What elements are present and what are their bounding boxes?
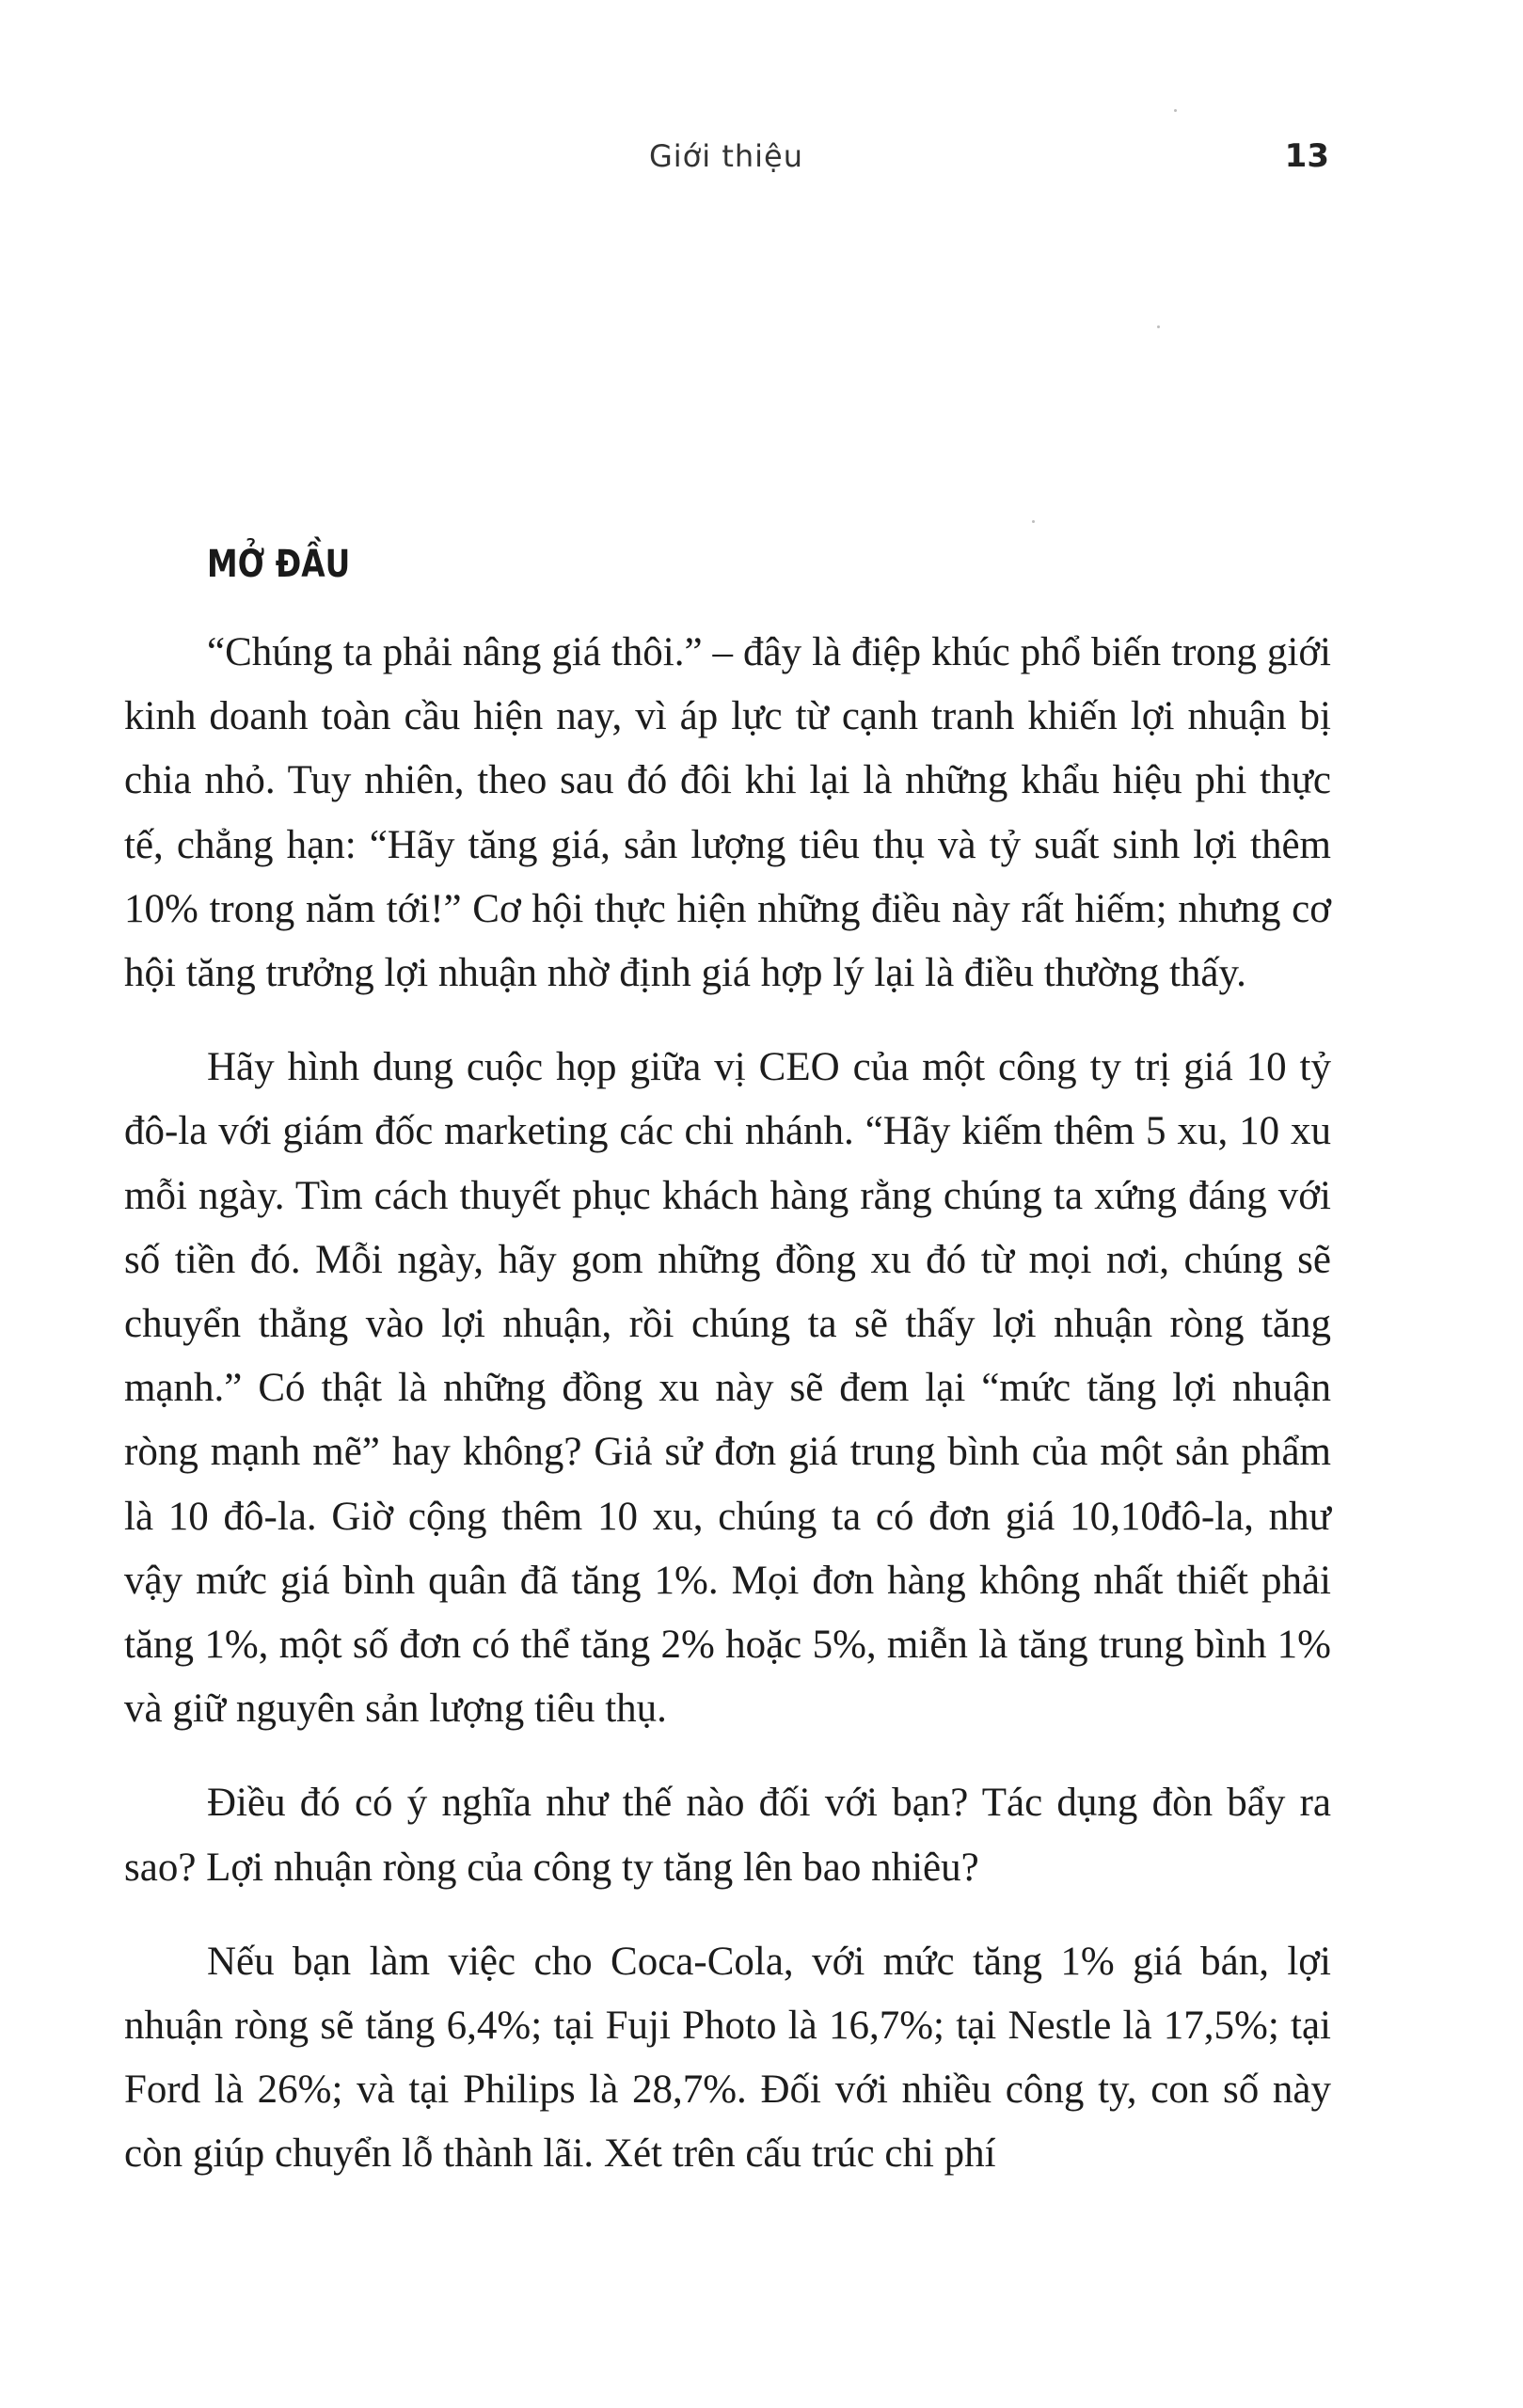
paragraph-3: Điều đó có ý nghĩa như thế nào đối với bạn? Tác dụng đòn bẩy ra sao? Lợi nhuận ròng của công ty tăng lên bao nhiêu?	[124, 1781, 1331, 1890]
paper-speck	[1032, 520, 1035, 523]
chapter-heading: MỞ ĐẦU	[207, 543, 351, 586]
paragraph-1: “Chúng ta phải nâng giá thôi.” – đây là điệp khúc phổ biến trong giới kinh doanh toàn cầu hiện nay, vì áp lực từ cạnh tranh khiến lợi nhuận bị chia nhỏ. Tuy nhiên, theo sau đó đôi khi lại là những khẩu hiệu phi thực tế, chẳng hạn: “Hãy tăng giá, sản lượng tiêu thụ và tỷ suất sinh lợi thêm 10% trong năm tới!” Cơ hội thực hiện những điều này rất hiếm; nhưng cơ hội tăng trưởng lợi nhuận nhờ định giá hợp lý lại là điều thường thấy.	[124, 630, 1331, 996]
paragraph-2: Hãy hình dung cuộc họp giữa vị CEO của một công ty trị giá 10 tỷ đô-la với giám đốc marketing các chi nhánh. “Hãy kiếm thêm 5 xu, 10 xu mỗi ngày. Tìm cách thuyết phục khách hàng rằng chúng ta xứng đáng với số tiền đó. Mỗi ngày, hãy gom những đồng xu đó từ mọi nơi, chúng sẽ chuyển thẳng vào lợi nhuận, rồi chúng ta sẽ thấy lợi nhuận ròng tăng mạnh.” Có thật là những đồng xu này sẽ đem lại “mức tăng lợi nhuận ròng mạnh mẽ” hay không? Giả sử đơn giá trung bình của một sản phẩm là 10 đô-la. Giờ cộng thêm 10 xu, chúng ta có đơn giá 10,10đô-la, như vậy mức giá bình quân đã tăng 1%. Mọi đơn hàng không nhất thiết phải tăng 1%, một số đơn có thể tăng 2% hoặc 5%, miễn là tăng trung bình 1% và giữ nguyên sản lượng tiêu thụ.	[124, 1045, 1331, 1732]
running-header	[0, 134, 1523, 181]
page-number: 13	[1284, 137, 1329, 175]
paper-speck	[1174, 109, 1177, 112]
running-header-section-title: Giới thiệu	[648, 138, 803, 174]
body-text	[124, 621, 1331, 2187]
paper-speck	[1157, 325, 1160, 328]
paragraph-4: Nếu bạn làm việc cho Coca-Cola, với mức tăng 1% giá bán, lợi nhuận ròng sẽ tăng 6,4%; tại Fuji Photo là 16,7%; tại Nestle là 17,5%; tại Ford là 26%; và tại Philips là 28,7%. Đối với nhiều công ty, con số này còn giúp chuyển lỗ thành lãi. Xét trên cấu trúc chi phí	[124, 1939, 1331, 2177]
